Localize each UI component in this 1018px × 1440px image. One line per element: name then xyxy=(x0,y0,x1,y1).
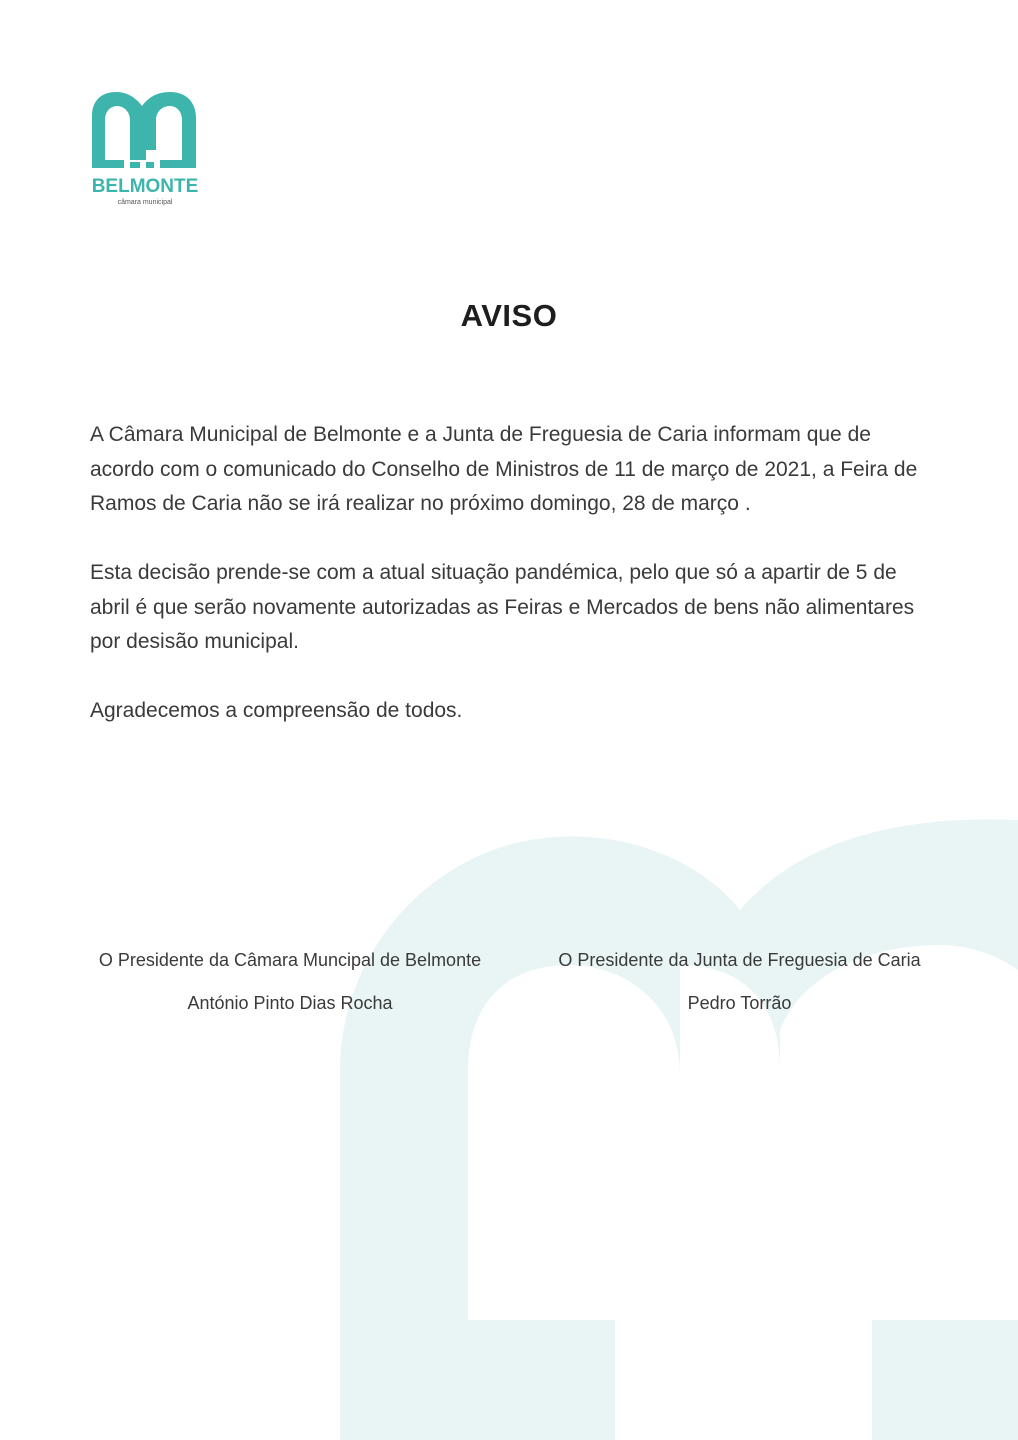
signature-right xyxy=(552,950,927,1014)
signature-name: António Pinto Dias Rocha xyxy=(187,993,393,1013)
page-title: AVISO xyxy=(460,298,558,333)
notice-body xyxy=(90,418,930,763)
signature-left xyxy=(90,950,490,1014)
signature-role: O Presidente da Câmara Muncipal de Belmonte xyxy=(98,950,482,970)
paragraph-1: A Câmara Municipal de Belmonte e a Junta de Freguesia de Caria informam que de acordo com o comunicado do Conselho de Ministros de 11 de março de 2021, a Feira de Ramos de Caria não se irá realizar no próximo domingo, 28 de março . xyxy=(90,423,918,515)
logo-name: BELMONTE xyxy=(91,176,199,197)
paragraph-2: Esta decisão prende-se com a atual situação pandémica, pelo que só a apartir de 5 de abril é que serão novamente autorizadas as Feiras e Mercados de bens não alimentares por desisão municipal. xyxy=(90,561,915,653)
signature-role: O Presidente da Junta de Freguesia de Caria xyxy=(558,950,921,970)
signature-name: Pedro Torrão xyxy=(687,993,792,1013)
paragraph-3: Agradecemos a compreensão de todos. xyxy=(90,699,463,722)
logo-subtitle: câmara municipal xyxy=(117,199,173,206)
